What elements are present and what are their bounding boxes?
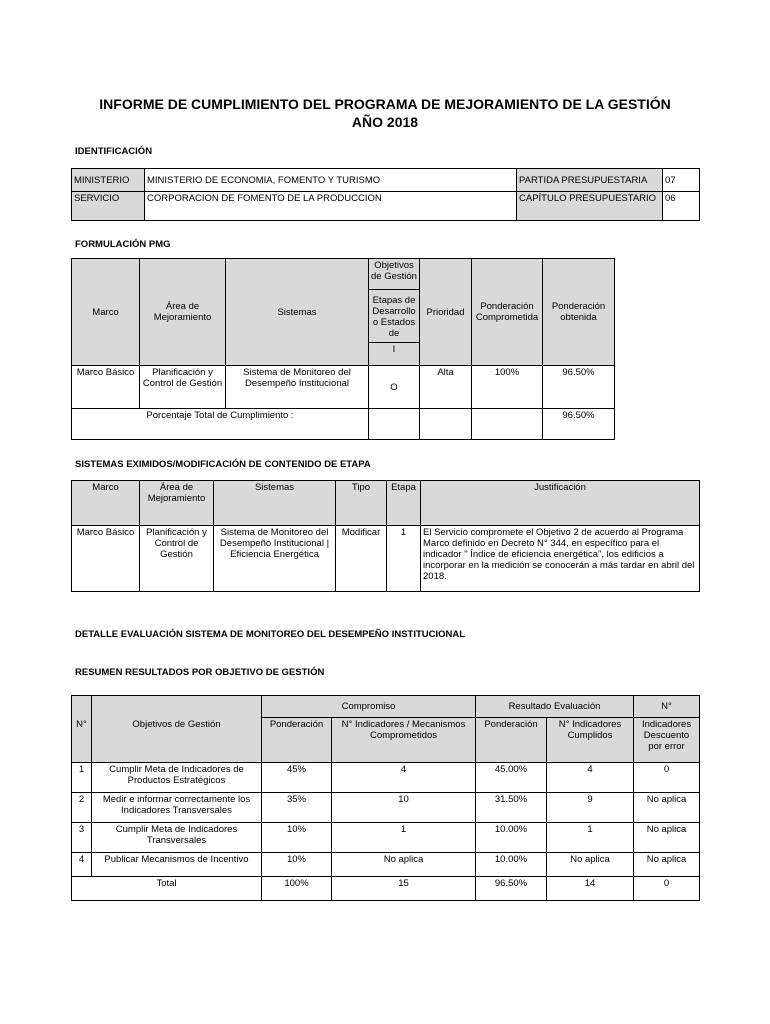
row-2-ponderacion-res: 31.50% — [476, 793, 547, 823]
exim-header-tipo: Tipo — [336, 481, 387, 526]
total-row-comprometidos: 15 — [332, 877, 476, 901]
capitulo-value: 06 — [663, 192, 700, 221]
header-n: N° — [72, 718, 92, 763]
header-sistemas: Sistemas — [226, 259, 369, 366]
row-prioridad: Alta — [420, 366, 472, 409]
header-objetivos: Objetivos de Gestión — [92, 718, 262, 763]
row-1-ponderacion: 45% — [262, 763, 332, 793]
row-2-descuento: No aplica — [634, 793, 700, 823]
row-marco: Marco Básico — [72, 366, 140, 409]
eximidos-table — [71, 480, 700, 592]
row-ponderacion-obtenida: 96.50% — [543, 366, 615, 409]
header-ponderacion-resultado: Ponderación — [476, 718, 547, 763]
row-3-objetivo: Cumplir Meta de Indicadores Transversales — [92, 823, 262, 853]
exim-header-marco: Marco — [72, 481, 140, 526]
row-2-ponderacion: 35% — [262, 793, 332, 823]
row-4-ponderacion-res: 10.00% — [476, 853, 547, 877]
total-value: 96.50% — [543, 409, 615, 440]
detalle-heading: DETALLE EVALUACIÓN SISTEMA DE MONITOREO DEL DESEMPEÑO INSTITUCIONAL — [75, 629, 466, 640]
servicio-label: SERVICIO — [72, 192, 145, 221]
exim-header-justificacion: Justificación — [421, 481, 700, 526]
formulacion-heading: FORMULACIÓN PMG — [75, 239, 171, 250]
partida-value: 07 — [663, 169, 700, 192]
partida-label: PARTIDA PRESUPUESTARIA — [517, 169, 663, 192]
header-ponderacion: Ponderación — [262, 718, 332, 763]
header-n-indicadores: N° Indicadores / Mecanismos Comprometidos — [332, 718, 476, 763]
row-2-n: 2 — [72, 793, 92, 823]
resumen-corner-obj — [92, 696, 262, 718]
row-etapa: O — [369, 366, 420, 409]
ministerio-value: MINISTERIO DE ECONOMIA, FOMENTO Y TURISMO — [145, 169, 517, 192]
resumen-table — [71, 695, 700, 901]
header-objetivos: Objetivos de Gestión — [369, 259, 420, 290]
total-row-cumplidos: 14 — [547, 877, 634, 901]
header-etapas: Etapas de Desarrollo o Estados de — [369, 290, 420, 343]
group-n: N° — [634, 696, 700, 718]
report-year: AÑO 2018 — [351, 114, 419, 130]
formulacion-table — [71, 258, 615, 440]
row-3-cumplidos: 1 — [547, 823, 634, 853]
total-empty-3 — [472, 409, 543, 440]
exim-row-area: Planificación y Control de Gestión — [140, 526, 214, 592]
row-4-ponderacion: 10% — [262, 853, 332, 877]
header-ponderacion-obtenida: Ponderación obtenida — [543, 259, 615, 366]
header-marco: Marco — [72, 259, 140, 366]
total-row-label: Total — [72, 877, 262, 901]
ministerio-label: MINISTERIO — [72, 169, 145, 192]
resumen-heading: RESUMEN RESULTADOS POR OBJETIVO DE GESTIÓN — [75, 667, 325, 678]
row-3-descuento: No aplica — [634, 823, 700, 853]
exim-row-justificacion: El Servicio compromete el Objetivo 2 de acuerdo al Programa Marco definido en Decreto N° 344, en específico para el indicador " Índice de eficiencia energética", los edificios a incorporar en la medición se conocerán a más tardar en abril del 2018. — [421, 526, 700, 592]
header-prioridad: Prioridad — [420, 259, 472, 366]
resumen-corner-n — [72, 696, 92, 718]
group-compromiso: Compromiso — [262, 696, 476, 718]
row-3-n: 3 — [72, 823, 92, 853]
total-row-ponderacion-res: 96.50% — [476, 877, 547, 901]
row-area: Planificación y Control de Gestión — [140, 366, 226, 409]
header-etapa-number: I — [369, 343, 420, 366]
row-2-objetivo: Medir e informar correctamente los Indicadores Transversales — [92, 793, 262, 823]
report-title: INFORME DE CUMPLIMIENTO DEL PROGRAMA DE MEJORAMIENTO DE LA GESTIÓN — [99, 96, 671, 112]
header-descuento: Indicadores Descuento por error — [634, 718, 700, 763]
total-row-ponderacion: 100% — [262, 877, 332, 901]
row-4-cumplidos: No aplica — [547, 853, 634, 877]
row-3-comprometidos: 1 — [332, 823, 476, 853]
exim-row-tipo: Modificar — [336, 526, 387, 592]
row-1-comprometidos: 4 — [332, 763, 476, 793]
total-label: Porcentaje Total de Cumplimiento : — [72, 409, 369, 440]
capitulo-label: CAPÍTULO PRESUPUESTARIO — [517, 192, 663, 221]
identificacion-table — [71, 168, 700, 221]
row-2-comprometidos: 10 — [332, 793, 476, 823]
row-4-n: 4 — [72, 853, 92, 877]
exim-header-sistemas: Sistemas — [214, 481, 336, 526]
row-4-comprometidos: No aplica — [332, 853, 476, 877]
row-3-ponderacion: 10% — [262, 823, 332, 853]
total-empty-1 — [369, 409, 420, 440]
header-area: Área de Mejoramiento — [140, 259, 226, 366]
total-empty-2 — [420, 409, 472, 440]
row-ponderacion-comprometida: 100% — [472, 366, 543, 409]
row-1-n: 1 — [72, 763, 92, 793]
total-row-descuento: 0 — [634, 877, 700, 901]
identificacion-heading: IDENTIFICACIÓN — [75, 146, 153, 157]
exim-row-etapa: 1 — [387, 526, 421, 592]
row-4-descuento: No aplica — [634, 853, 700, 877]
row-2-cumplidos: 9 — [547, 793, 634, 823]
exim-header-area: Área de Mejoramiento — [140, 481, 214, 526]
row-sistema: Sistema de Monitoreo del Desempeño Institucional — [226, 366, 369, 409]
eximidos-heading: SISTEMAS EXIMIDOS/MODIFICACIÓN DE CONTENIDO DE ETAPA — [75, 459, 371, 470]
row-3-ponderacion-res: 10.00% — [476, 823, 547, 853]
row-1-cumplidos: 4 — [547, 763, 634, 793]
row-1-ponderacion-res: 45.00% — [476, 763, 547, 793]
header-n-cumplidos: N° Indicadores Cumplidos — [547, 718, 634, 763]
row-1-objetivo: Cumplir Meta de Indicadores de Productos Estratégicos — [92, 763, 262, 793]
exim-header-etapa: Etapa — [387, 481, 421, 526]
exim-row-marco: Marco Básico — [72, 526, 140, 592]
group-resultado: Resultado Evaluación — [476, 696, 634, 718]
exim-row-sistema: Sistema de Monitoreo del Desempeño Institucional | Eficiencia Energética — [214, 526, 336, 592]
row-4-objetivo: Publicar Mecanismos de Incentivo — [92, 853, 262, 877]
row-1-descuento: 0 — [634, 763, 700, 793]
servicio-value: CORPORACION DE FOMENTO DE LA PRODUCCION — [145, 192, 517, 221]
header-ponderacion-comprometida: Ponderación Comprometida — [472, 259, 543, 366]
